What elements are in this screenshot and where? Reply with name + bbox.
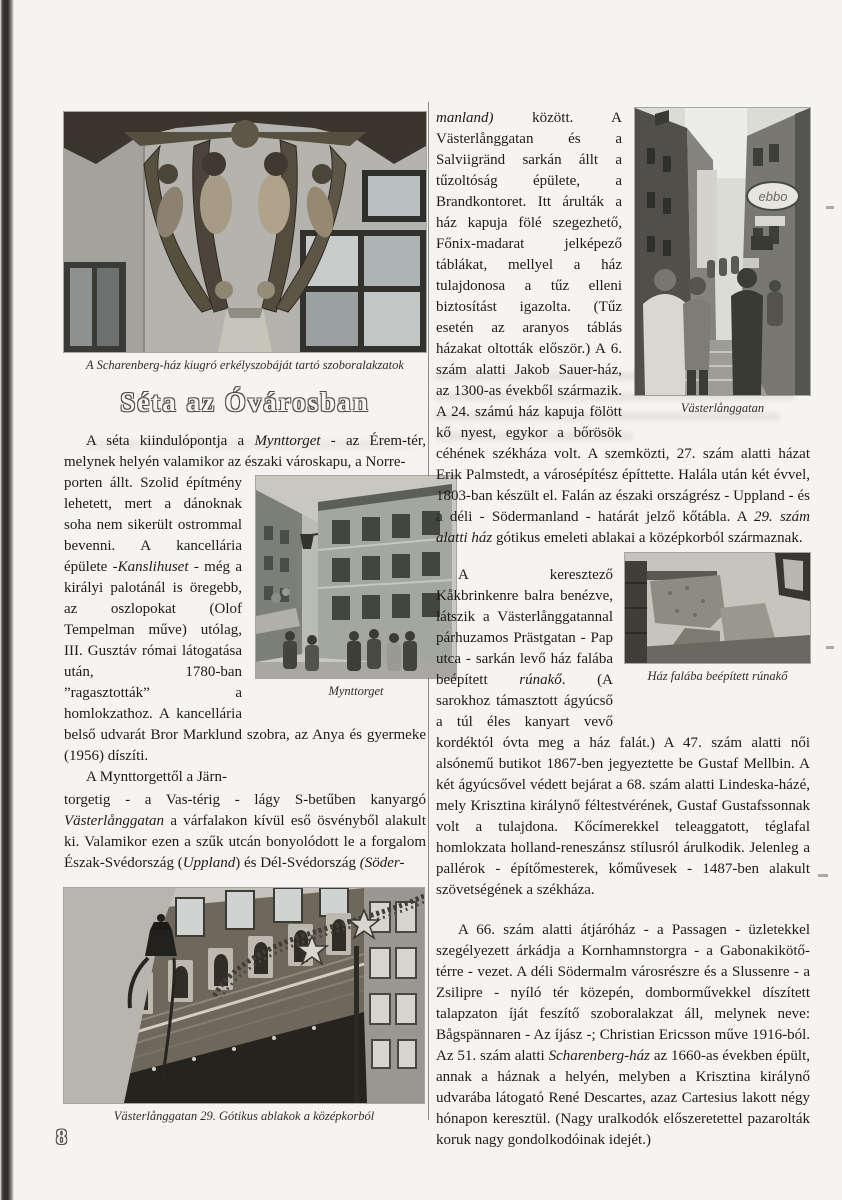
ebbo-sign (747, 182, 799, 210)
right-paragraph-3: A 66. szám alatti átjáróház - a Passagen - üzletekkel szegélyezett árkádja a Kornhamnstorgra - a Gabonakikötő-térre - vezet. A déli Södermalm városrészre és a Slussenre - a Zsilipre - nyíló tér közepén, domborművekkel díszített talapzaton íját feszítő szoboralakzat áll, melynek neve: Bågspännaren - Az íjász -; Christian Ericsson műve 1916-ból. Az 51. szám alatti Scharenberg-ház az 1660-as években épült, annak a háznak a helyén, melyben a Krisztina királynő udvarába látogató René Descartes, azaz Cartesius lakott négy hónapon keresztül. (Nagy uralkodók előszeretettel pazarolták koruk nagy gondolkodóinak idejét.) (436, 922, 810, 1148)
scharenberg-caption: A Scharenberg-ház kiugró erkélyszobáját tartó szoboralakzatok (86, 358, 404, 372)
runestone-photo (625, 553, 810, 663)
left-wrap-paragraph-2: A Mynttorgettől a Järn- (86, 769, 227, 785)
mynttorget-photo-image (256, 476, 456, 678)
scharenberg-photo-image (64, 112, 426, 352)
right-paragraph-2: A keresztező Kåkbrinkenre balra benézve, látszik a Västerlånggatannal párhuzamos Prästgatan - Pap utca - sarkán levő ház falába beépített rúnakő. (A sarokhoz támasztott ágyúcső a túl éles kanyart vevő kordéktól óvta meg a ház falát.) A 47. szám alatti női alsónemű butikot 1867-ben jegyeztette be Gustaf Mellbin. A két ágyúcsővel védett bejárat a 68. szám alatti Lindeska-házé, mely Krisztina királynő féltestvérének, Gustaf Gustafssonnak volt a tulajdona. Kőcímerekkel teleaggatott, téglafal homlokzata holland-reneszánsz stílusról árulkodik. Jelenleg a pallérok - építőmesterek, kőművesek - 1487-ben alakult szövetségének a székháza. (436, 567, 810, 898)
scan-speck (826, 206, 834, 209)
vasterlanggatan29-figure (64, 888, 424, 1124)
mynttorget-caption: Mynttorget (328, 684, 384, 698)
left-continuation-paragraph: torgetig - a Vas-térig - lágy S-betűben kanyargó Västerlånggatan a várfalakon kívül eső ösvényből alakult ki. Valamikor ezen a szűk utcán bonyolódott le a forgalom Észak-Svédország (Uppland) és Dél-Svédország (Söder- (64, 792, 426, 871)
left-intro-paragraph: A séta kiindulópontja a Mynttorget - az Érem-tér, melynek helyén valamikor az északi városkapu, a Norre- (64, 433, 426, 470)
runestone-caption: Ház falába beépített rúnakő (647, 669, 788, 683)
right-paragraph-1: manland) között. A Västerlånggatan és a Salviigränd sarkán állt a tűzoltóság épülete, a Brandkontoret. Itt árulták a ház kapuja fölé szegezhető, Főnix-madarat jelképező táblákat, mellyel a ház tulajdonosa a tűz elleni biztosítást igazolta. (Tűz esetén az aranyos táblás házakat oltották először.) A 6. szám alatti Jakob Sauer-ház, az 1300-as évekből származik. A 24. számú ház kapuja fölött kő nyest, egykor a bőrösök céhének székháza volt. A szemközti, 27. szám alatti házat Erik Palmstedt, a városépítész építtette. Halála után két évvel, 1803-ban készült el. Falán az északi országrész - Uppland - és a déli - Södermanland - határát jelző kőtábla. A 29. szám alatti ház gótikus emeleti ablakai a középkorból származnak. (436, 110, 810, 546)
runestone-photo-image (625, 553, 810, 663)
scharenberg-figure (64, 112, 426, 373)
left-column (64, 112, 426, 1124)
vasterlanggatan29-photo-image (64, 888, 424, 1103)
scharenberg-photo (64, 112, 426, 352)
left-wrap-paragraph: porten állt. Szolid építmény lehetett, mert a dánoknak soha nem sikerült ostrommal bevenni. A kancellária épülete -Kanslihuset - még a királyi palotánál is öregebb, az oszlopokat (Olof Tempelman műve) utólag, III. Gusztáv római látogatása után, 1780-ban ”ragasztották” a homlokzathoz. A kancellária belső udvarát Bror Marklund szobra, az Anya és gyermeke (1956) díszíti. (64, 475, 426, 764)
page-number: 8 (56, 1124, 67, 1149)
vasterlanggatan-figure (635, 108, 810, 416)
binding-shadow (0, 0, 14, 1200)
vasterlanggatan29-photo (64, 888, 424, 1103)
section-title: Séta az Óvárosban (120, 387, 370, 417)
mynttorget-figure (256, 476, 456, 699)
vasterlanggatan-photo-image (635, 108, 810, 395)
scan-speck (826, 646, 834, 649)
runestone-figure (625, 553, 810, 684)
ebbo-sign-text: ebbo (758, 189, 788, 204)
scan-speck (818, 874, 828, 877)
right-column (436, 108, 810, 1151)
vasterlanggatan-photo (635, 108, 810, 395)
vasterlanggatan-caption: Västerlånggatan (680, 401, 765, 415)
mynttorget-photo (256, 476, 456, 678)
vasterlanggatan29-caption: Västerlånggatan 29. Gótikus ablakok a középkorból (113, 1109, 375, 1123)
